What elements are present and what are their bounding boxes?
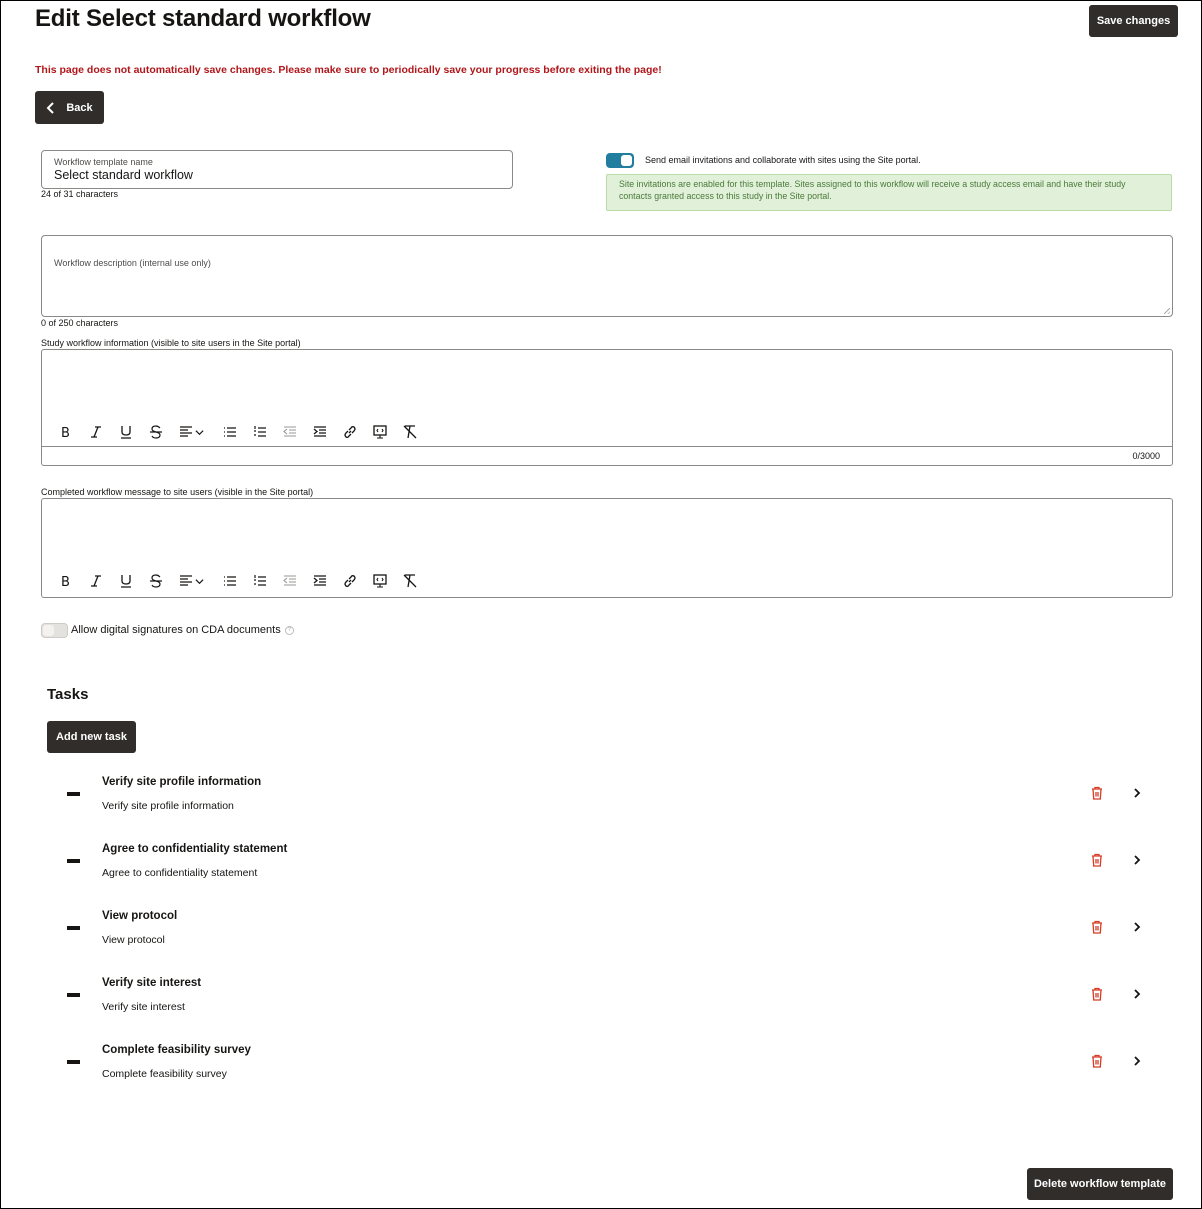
study-info-editor[interactable] (41, 349, 1173, 466)
chevron-down-icon[interactable] (194, 573, 204, 589)
template-name-input[interactable]: Select standard workflow (54, 168, 193, 182)
bulleted-list-icon[interactable] (222, 573, 238, 589)
completed-message-label: Completed workflow message to site users (visible in the Site portal) (41, 487, 314, 497)
embed-media-icon[interactable] (372, 573, 388, 589)
study-info-toolbar (58, 424, 418, 440)
chevron-down-icon[interactable] (194, 424, 204, 440)
study-info-footer (42, 446, 1172, 465)
task-title: Complete feasibility survey (102, 1044, 251, 1056)
template-name-field[interactable] (41, 150, 513, 189)
back-label: Back (66, 101, 93, 114)
drag-handle-icon[interactable] (67, 993, 80, 997)
embed-media-icon[interactable] (372, 424, 388, 440)
chevron-right-icon[interactable] (1132, 987, 1142, 1001)
page-title: Edit Select standard workflow (35, 5, 371, 32)
completed-message-editor[interactable] (41, 498, 1173, 598)
unsaved-warning: This page does not automatically save changes. Please make sure to periodically save your progress before exiting the page! (35, 64, 662, 76)
description-char-count: 0 of 250 characters (41, 318, 119, 328)
chevron-left-icon (46, 102, 56, 114)
study-info-label: Study workflow information (visible to site users in the Site portal) (41, 338, 301, 348)
site-invitations-info: Site invitations are enabled for this template. Sites assigned to this workflow will receive a study access email and have their study contacts granted access to this study in the Site portal. (606, 174, 1172, 211)
task-row[interactable] (47, 776, 1157, 840)
template-name-label: Workflow template name (54, 157, 153, 167)
task-row[interactable] (47, 910, 1157, 974)
task-subtitle: Complete feasibility survey (102, 1068, 227, 1080)
task-subtitle: Agree to confidentiality statement (102, 867, 258, 879)
task-title: View protocol (102, 910, 178, 922)
drag-handle-icon[interactable] (67, 1060, 80, 1064)
task-subtitle: Verify site profile information (102, 800, 234, 812)
site-invitations-label: Send email invitations and collaborate with sites using the Site portal. (645, 155, 921, 165)
chevron-right-icon[interactable] (1132, 786, 1142, 800)
drag-handle-icon[interactable] (67, 792, 80, 796)
add-new-task-button[interactable]: Add new task (47, 721, 136, 753)
numbered-list-icon[interactable] (252, 424, 268, 440)
svg-text:B: B (61, 575, 70, 588)
bold-icon[interactable] (58, 424, 74, 440)
numbered-list-icon[interactable] (252, 573, 268, 589)
chevron-right-icon[interactable] (1132, 853, 1142, 867)
strikethrough-icon[interactable] (148, 424, 164, 440)
workflow-description-placeholder: Workflow description (internal use only) (54, 258, 211, 268)
underline-icon[interactable] (118, 424, 134, 440)
link-icon[interactable] (342, 573, 358, 589)
digital-signatures-label-row (71, 624, 294, 636)
trash-icon[interactable] (1090, 786, 1104, 800)
trash-icon[interactable] (1090, 987, 1104, 1001)
underline-icon[interactable] (118, 573, 134, 589)
task-row[interactable] (47, 1044, 1157, 1108)
toggle-knob (621, 155, 632, 166)
indent-icon[interactable] (312, 424, 328, 440)
tasks-heading: Tasks (47, 686, 89, 703)
task-subtitle: View protocol (102, 934, 165, 946)
task-row[interactable] (47, 843, 1157, 907)
task-row[interactable] (47, 977, 1157, 1041)
trash-icon[interactable] (1090, 1054, 1104, 1068)
site-invitations-toggle[interactable] (606, 153, 634, 168)
bold-icon[interactable] (58, 573, 74, 589)
task-title: Verify site profile information (102, 776, 262, 788)
drag-handle-icon[interactable] (67, 859, 80, 863)
resize-handle-icon[interactable] (1164, 308, 1170, 314)
italic-icon[interactable] (88, 573, 104, 589)
workflow-description-textarea[interactable] (41, 235, 1173, 317)
task-title: Verify site interest (102, 977, 202, 989)
outdent-icon[interactable] (282, 424, 298, 440)
clear-format-icon[interactable] (402, 573, 418, 589)
chevron-right-icon[interactable] (1132, 920, 1142, 934)
strikethrough-icon[interactable] (148, 573, 164, 589)
help-icon[interactable]: ? (285, 626, 294, 635)
back-button[interactable] (35, 91, 104, 124)
indent-icon[interactable] (312, 573, 328, 589)
toggle-knob (43, 625, 54, 636)
study-info-char-count: 0/3000 (1132, 451, 1160, 461)
trash-icon[interactable] (1090, 853, 1104, 867)
completed-message-toolbar (58, 573, 418, 589)
save-changes-button[interactable]: Save changes (1089, 5, 1178, 37)
svg-text:B: B (61, 426, 70, 439)
clear-format-icon[interactable] (402, 424, 418, 440)
delete-workflow-template-button[interactable]: Delete workflow template (1027, 1168, 1173, 1200)
trash-icon[interactable] (1090, 920, 1104, 934)
drag-handle-icon[interactable] (67, 926, 80, 930)
outdent-icon[interactable] (282, 573, 298, 589)
digital-signatures-toggle[interactable] (41, 623, 68, 638)
italic-icon[interactable] (88, 424, 104, 440)
align-icon[interactable] (178, 573, 194, 589)
template-name-char-count: 24 of 31 characters (41, 189, 119, 199)
task-subtitle: Verify site interest (102, 1001, 185, 1013)
align-icon[interactable] (178, 424, 194, 440)
task-title: Agree to confidentiality statement (102, 843, 288, 855)
bulleted-list-icon[interactable] (222, 424, 238, 440)
link-icon[interactable] (342, 424, 358, 440)
digital-signatures-label: Allow digital signatures on CDA documents (71, 624, 281, 636)
chevron-right-icon[interactable] (1132, 1054, 1142, 1068)
